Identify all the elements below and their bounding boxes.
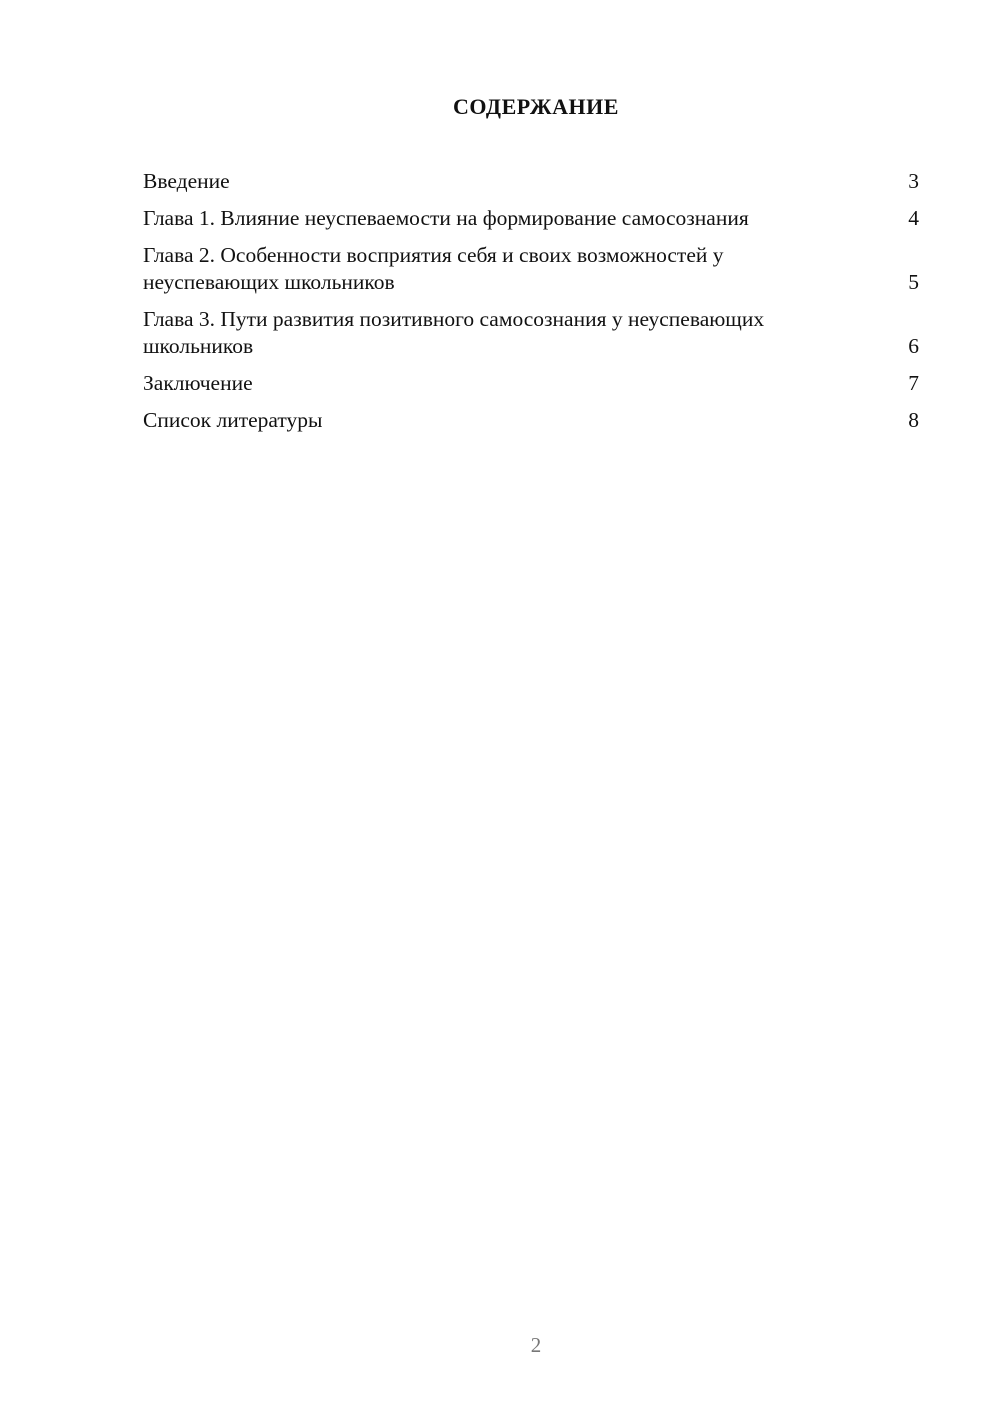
toc-entry-chapter-2[interactable] xyxy=(143,242,919,296)
toc-entry-page: 6 xyxy=(908,334,919,358)
toc-entry-conclusion[interactable] xyxy=(143,370,919,397)
toc-entry-page: 3 xyxy=(908,169,919,193)
table-of-contents xyxy=(143,168,919,444)
toc-entry-text: Введение xyxy=(143,169,230,193)
toc-entry-page: 4 xyxy=(908,206,919,230)
toc-entry-text: Глава 2. Особенности восприятия себя и своих возможностей у неуспевающих школьников xyxy=(143,243,724,294)
toc-entry-text: Глава 1. Влияние неуспеваемости на формирование самосознания xyxy=(143,206,749,230)
page-title: СОДЕРЖАНИЕ xyxy=(453,94,619,119)
toc-entry-page: 7 xyxy=(908,371,919,395)
toc-entry-page: 5 xyxy=(908,270,919,294)
toc-entry-introduction[interactable] xyxy=(143,168,919,195)
toc-entry-text: Заключение xyxy=(143,371,253,395)
toc-entry-chapter-1[interactable] xyxy=(143,205,919,232)
page-number: 2 xyxy=(530,1333,542,1357)
toc-entry-text: Список литературы xyxy=(143,408,323,432)
toc-entry-page: 8 xyxy=(908,408,919,432)
toc-entry-text: Глава 3. Пути развития позитивного самосознания у неуспевающих школьников xyxy=(143,307,765,358)
toc-entry-chapter-3[interactable] xyxy=(143,306,919,360)
toc-entry-references[interactable] xyxy=(143,407,919,434)
